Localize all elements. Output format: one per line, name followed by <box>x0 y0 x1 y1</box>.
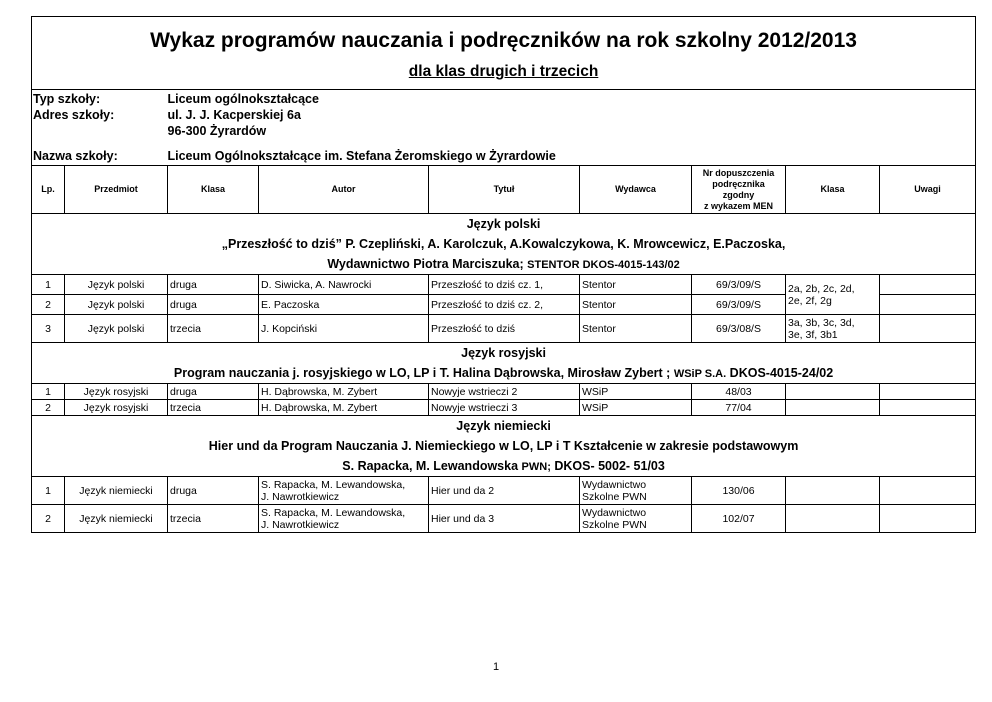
section-approval-number: DKOS- 5002- 51/03 <box>554 459 665 473</box>
autor-line: S. Rapacka, M. Lewandowska, <box>261 478 406 491</box>
cell-lp: 3 <box>32 315 65 343</box>
autor-line: J. Nawrotkiewicz <box>261 518 340 531</box>
cell-klasa: trzecia <box>168 315 259 343</box>
cell-klasa: druga <box>168 275 259 295</box>
school-address-label: Adres szkoły: <box>33 108 115 122</box>
table-row <box>32 384 976 400</box>
cell-wydawca: Stentor <box>580 275 692 295</box>
autor-line: S. Rapacka, M. Lewandowska, <box>261 506 406 519</box>
cell-nr: 69/3/09/S <box>692 295 786 315</box>
page-number: 1 <box>492 661 500 673</box>
cell-tytul: Hier und da 2 <box>429 477 580 505</box>
section-publisher-name: Wydawnictwo Piotra Marciszuka; <box>327 257 524 271</box>
cell-autor: H. Dąbrowska, M. Zybert <box>259 384 429 400</box>
header-nr-line: zgodny <box>722 189 755 200</box>
cell-wydawca: Stentor <box>580 315 692 343</box>
wydawca-line: Wydawnictwo <box>582 478 647 491</box>
school-address-line1: ul. J. J. Kacperskiej 6a <box>167 108 301 122</box>
school-name-label: Nazwa szkoły: <box>32 146 168 166</box>
document <box>31 16 975 533</box>
wydawca-line: Wydawnictwo <box>582 506 647 519</box>
table-header-row <box>32 166 976 214</box>
section-publisher-name: WSiP S.A. <box>673 368 727 380</box>
cell-klasy <box>786 400 880 416</box>
cell-wydawca <box>580 505 692 533</box>
cell-tytul: Nowyje wstrieczi 3 <box>429 400 580 416</box>
header-klasa: Klasa <box>168 166 259 214</box>
cell-nr: 77/04 <box>692 400 786 416</box>
section-program-niemiecki: Hier und da Program Nauczania J. Niemieckiego w LO, LP i T Kształcenie w zakresie podstawowym <box>208 439 799 453</box>
cell-przedmiot: Język niemiecki <box>65 505 168 533</box>
header-nr-line: podręcznika <box>712 178 765 189</box>
cell-lp: 1 <box>32 275 65 295</box>
cell-autor: H. Dąbrowska, M. Zybert <box>259 400 429 416</box>
cell-nr: 69/3/08/S <box>692 315 786 343</box>
cell-lp: 2 <box>32 505 65 533</box>
table-row <box>32 275 976 295</box>
header-uwagi: Uwagi <box>880 166 976 214</box>
cell-wydawca <box>580 477 692 505</box>
cell-uwagi <box>880 477 976 505</box>
section-program-rosyjski <box>32 363 976 384</box>
cell-lp: 2 <box>32 295 65 315</box>
cell-klasa: druga <box>168 295 259 315</box>
book-list-table <box>31 16 976 533</box>
header-tytul: Tytuł <box>429 166 580 214</box>
cell-lp: 2 <box>32 400 65 416</box>
section-program-text: Program nauczania j. rosyjskiego w LO, LP i T. Halina Dąbrowska, Mirosław Zybert ; <box>173 366 671 380</box>
cell-przedmiot: Język polski <box>65 275 168 295</box>
header-lp: Lp. <box>32 166 65 214</box>
klasy-line: 2e, 2f, 2g <box>788 294 832 307</box>
cell-tytul: Przeszłość to dziś <box>429 315 580 343</box>
section-publisher-name: PWN; <box>521 461 551 473</box>
section-program-polski: „Przeszłość to dziś” P. Czepliński, A. Karolczuk, A.Kowalczykowa, K. Mrowcewicz, E.Paczoska, <box>221 237 786 251</box>
cell-autor: J. Kopciński <box>259 315 429 343</box>
section-title-rosyjski: Język rosyjski <box>461 346 546 360</box>
cell-uwagi <box>880 505 976 533</box>
cell-wydawca: WSiP <box>580 400 692 416</box>
klasy-line: 2a, 2b, 2c, 2d, <box>788 282 855 295</box>
wydawca-line: Szkolne PWN <box>582 490 647 503</box>
autor-line: J. Nawrotkiewicz <box>261 490 340 503</box>
page-title: Wykaz programów nauczania i podręczników na rok szkolny 2012/2013 <box>150 29 857 52</box>
cell-lp: 1 <box>32 384 65 400</box>
cell-przedmiot: Język polski <box>65 315 168 343</box>
table-row <box>32 505 976 533</box>
cell-przedmiot: Język niemiecki <box>65 477 168 505</box>
klasy-line: 3e, 3f, 3b1 <box>788 328 838 341</box>
header-autor: Autor <box>259 166 429 214</box>
cell-autor <box>259 505 429 533</box>
header-klasa-2: Klasa <box>786 166 880 214</box>
cell-klasy <box>786 315 880 343</box>
cell-uwagi <box>880 315 976 343</box>
cell-nr: 102/07 <box>692 505 786 533</box>
cell-autor <box>259 477 429 505</box>
header-nr-line: z wykazem MEN <box>703 200 774 211</box>
section-publisher-polski <box>32 254 976 275</box>
cell-uwagi <box>880 295 976 315</box>
cell-klasa: druga <box>168 477 259 505</box>
cell-tytul: Przeszłość to dziś cz. 1, <box>429 275 580 295</box>
header-nr-line: Nr dopuszczenia <box>702 167 775 178</box>
school-name-value: Liceum Ogólnokształcące im. Stefana Żeromskiego w Żyrardowie <box>168 146 976 166</box>
cell-tytul: Nowyje wstrieczi 2 <box>429 384 580 400</box>
section-approval-number: STENTOR DKOS-4015-143/02 <box>527 259 680 271</box>
cell-uwagi <box>880 400 976 416</box>
cell-klasy <box>786 505 880 533</box>
cell-tytul: Przeszłość to dziś cz. 2, <box>429 295 580 315</box>
school-type-label: Typ szkoły: <box>33 92 101 106</box>
cell-lp: 1 <box>32 477 65 505</box>
section-publisher-niemiecki <box>32 456 976 477</box>
cell-uwagi <box>880 384 976 400</box>
cell-autor: E. Paczoska <box>259 295 429 315</box>
cell-klasy <box>786 477 880 505</box>
cell-przedmiot: Język polski <box>65 295 168 315</box>
school-type-value: Liceum ogólnokształcące <box>167 92 319 106</box>
section-title-niemiecki: Język niemiecki <box>456 419 551 433</box>
cell-wydawca: WSiP <box>580 384 692 400</box>
section-authors: S. Rapacka, M. Lewandowska <box>342 459 519 473</box>
table-row <box>32 315 976 343</box>
cell-nr: 69/3/09/S <box>692 275 786 295</box>
cell-klasa: druga <box>168 384 259 400</box>
header-przedmiot: Przedmiot <box>65 166 168 214</box>
cell-przedmiot: Język rosyjski <box>65 384 168 400</box>
cell-nr: 130/06 <box>692 477 786 505</box>
cell-nr: 48/03 <box>692 384 786 400</box>
cell-klasa: trzecia <box>168 505 259 533</box>
klasy-line: 3a, 3b, 3c, 3d, <box>788 316 855 329</box>
section-approval-number: DKOS-4015-24/02 <box>729 366 834 380</box>
cell-klasa: trzecia <box>168 400 259 416</box>
cell-klasy <box>786 384 880 400</box>
cell-uwagi <box>880 275 976 295</box>
cell-klasy <box>786 275 880 315</box>
cell-wydawca: Stentor <box>580 295 692 315</box>
section-title-polski: Język polski <box>466 217 541 231</box>
header-wydawca: Wydawca <box>580 166 692 214</box>
cell-tytul: Hier und da 3 <box>429 505 580 533</box>
wydawca-line: Szkolne PWN <box>582 518 647 531</box>
cell-autor: D. Siwicka, A. Nawrocki <box>259 275 429 295</box>
school-address-line2: 96-300 Żyrardów <box>167 124 267 138</box>
page-subtitle: dla klas drugich i trzecich <box>32 55 976 90</box>
header-nr-dopuszczenia <box>692 166 786 214</box>
table-row <box>32 477 976 505</box>
cell-przedmiot: Język rosyjski <box>65 400 168 416</box>
table-row <box>32 400 976 416</box>
